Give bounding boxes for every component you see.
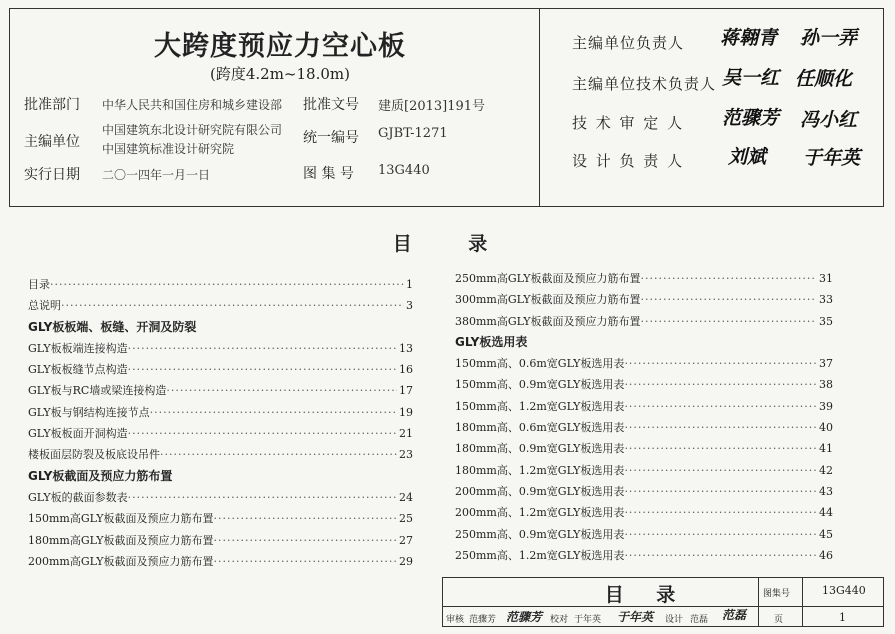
toc-entry[interactable] bbox=[455, 438, 833, 459]
toc-entry-page: 44 bbox=[819, 506, 833, 520]
toc-entry-title: 150mm高、0.6m宽GLY板选用表 bbox=[455, 357, 625, 371]
toc-entry[interactable] bbox=[28, 423, 413, 444]
signature: 吴一红 bbox=[722, 67, 780, 89]
approve-doc-label: 批准文号 bbox=[303, 97, 359, 113]
toc-title: 目 录 bbox=[392, 233, 488, 255]
toc-entry[interactable] bbox=[455, 481, 833, 502]
toc-entry-page: 43 bbox=[819, 484, 833, 498]
toc-entry-page: 45 bbox=[819, 527, 833, 541]
check-label: 校对 bbox=[550, 615, 569, 625]
signature: 范骤芳 bbox=[506, 610, 543, 624]
signature: 孙一弄 bbox=[800, 27, 858, 49]
toc-entry-page: 39 bbox=[819, 399, 833, 413]
toc-entry[interactable] bbox=[455, 311, 833, 332]
toc-entry-title: 380mm高GLY板截面及预应力筋布置 bbox=[455, 314, 641, 328]
toc-entry-page: 41 bbox=[819, 442, 833, 456]
resp-label-design: 设 计 负 责 人 bbox=[572, 152, 685, 170]
toc-entry[interactable] bbox=[28, 380, 413, 401]
toc-entry-page: 19 bbox=[399, 405, 413, 419]
toc-leader bbox=[214, 530, 397, 551]
toc-entry-page: 40 bbox=[819, 421, 833, 435]
toc-entry-title: 180mm高、1.2m宽GLY板选用表 bbox=[455, 463, 625, 477]
toc-leader bbox=[61, 295, 404, 316]
toc-entry[interactable] bbox=[455, 417, 833, 438]
toc-leader bbox=[214, 551, 397, 572]
serial-label: 统一编号 bbox=[303, 130, 359, 146]
title-block-atlas-value: 13G440 bbox=[822, 584, 866, 597]
toc-entry[interactable] bbox=[28, 444, 413, 465]
toc-entry-page: 29 bbox=[399, 554, 413, 568]
toc-entry[interactable] bbox=[455, 460, 833, 481]
toc-leader bbox=[624, 353, 817, 374]
title-block-rule bbox=[802, 577, 803, 627]
title-block-atlas-label: 图集号 bbox=[763, 589, 791, 599]
toc-entry-page: 16 bbox=[399, 363, 413, 377]
signature: 刘斌 bbox=[728, 146, 767, 168]
date-value: 二〇一四年一月一日 bbox=[102, 168, 211, 182]
toc-section-heading bbox=[28, 466, 413, 487]
toc-entry[interactable] bbox=[455, 289, 833, 310]
toc-entry-title: GLY板板面开洞构造 bbox=[28, 427, 128, 441]
toc-entry-title: GLY板板缝节点构造 bbox=[28, 363, 128, 377]
toc-entry-title: 150mm高、1.2m宽GLY板选用表 bbox=[455, 399, 625, 413]
signature: 任顺化 bbox=[795, 68, 853, 90]
toc-entry[interactable] bbox=[455, 396, 833, 417]
toc-entry-page: 21 bbox=[399, 427, 413, 441]
toc-entry-page: 25 bbox=[399, 512, 413, 526]
title-block-page-label: 页 bbox=[774, 615, 784, 625]
toc-section-title: GLY板截面及预应力筋布置 bbox=[28, 468, 173, 483]
toc-entry[interactable] bbox=[455, 502, 833, 523]
toc-entry[interactable] bbox=[455, 545, 833, 566]
toc-entry-page: 13 bbox=[399, 341, 413, 355]
toc-leader bbox=[641, 311, 817, 332]
toc-leader bbox=[150, 402, 397, 423]
toc-entry-title: GLY板的截面参数表 bbox=[28, 490, 128, 504]
resp-label-review: 技 术 审 定 人 bbox=[572, 114, 685, 132]
toc-leader bbox=[624, 502, 817, 523]
toc-entry-title: 150mm高GLY板截面及预应力筋布置 bbox=[28, 512, 214, 526]
toc-column-left bbox=[28, 274, 413, 572]
toc-leader bbox=[166, 380, 397, 401]
toc-leader bbox=[624, 396, 817, 417]
toc-section-heading bbox=[455, 332, 833, 353]
signature: 于年英 bbox=[617, 610, 654, 624]
approve-dept-value: 中华人民共和国住房和城乡建设部 bbox=[102, 98, 283, 112]
toc-leader bbox=[214, 508, 397, 529]
toc-leader bbox=[128, 338, 397, 359]
toc-column-right bbox=[455, 268, 833, 566]
date-label: 实行日期 bbox=[24, 167, 80, 183]
editor-unit-line1: 中国建筑东北设计研究院有限公司 bbox=[102, 123, 283, 137]
toc-entry-title: 250mm高、0.9m宽GLY板选用表 bbox=[455, 527, 625, 541]
toc-section-heading bbox=[28, 317, 413, 338]
toc-section-title: GLY板板端、板缝、开洞及防裂 bbox=[28, 319, 197, 334]
toc-leader bbox=[624, 438, 817, 459]
serial-value: GJBT-1271 bbox=[378, 126, 448, 141]
toc-entry-page: 1 bbox=[406, 278, 413, 291]
toc-entry[interactable] bbox=[455, 374, 833, 395]
toc-entry-title: 180mm高、0.9m宽GLY板选用表 bbox=[455, 442, 625, 456]
toc-entry[interactable] bbox=[455, 268, 833, 289]
review-name: 范骤芳 bbox=[469, 615, 497, 625]
signature: 冯小红 bbox=[800, 109, 858, 131]
toc-leader bbox=[641, 268, 817, 289]
toc-entry-page: 35 bbox=[819, 314, 833, 328]
toc-entry-title: 200mm高GLY板截面及预应力筋布置 bbox=[28, 554, 214, 568]
toc-entry-page: 23 bbox=[399, 448, 413, 462]
signature: 范骤芳 bbox=[722, 107, 780, 129]
toc-entry-page: 33 bbox=[819, 293, 833, 307]
toc-entry[interactable] bbox=[28, 530, 413, 551]
toc-entry[interactable] bbox=[455, 524, 833, 545]
atlas-title: 大跨度预应力空心板 bbox=[154, 31, 406, 62]
editor-unit-line2: 中国建筑标准设计研究院 bbox=[102, 142, 235, 156]
atlas-no-label: 图 集 号 bbox=[303, 166, 354, 182]
toc-entry-title: 180mm高GLY板截面及预应力筋布置 bbox=[28, 533, 214, 547]
signature: 于年英 bbox=[803, 147, 861, 169]
toc-section-title: GLY板选用表 bbox=[455, 334, 528, 349]
toc-leader bbox=[128, 487, 397, 508]
toc-leader bbox=[624, 460, 817, 481]
editor-unit-label: 主编单位 bbox=[24, 134, 80, 150]
toc-leader bbox=[624, 481, 817, 502]
toc-entry-title: 200mm高、0.9m宽GLY板选用表 bbox=[455, 484, 625, 498]
toc-entry-title: GLY板板端连接构造 bbox=[28, 341, 128, 355]
toc-entry-title: 150mm高、0.9m宽GLY板选用表 bbox=[455, 378, 625, 392]
toc-entry-page: 3 bbox=[406, 299, 413, 313]
title-block-rule bbox=[758, 577, 759, 627]
toc-entry[interactable] bbox=[28, 402, 413, 423]
toc-entry[interactable] bbox=[28, 338, 413, 359]
toc-leader bbox=[624, 524, 817, 545]
toc-leader bbox=[128, 359, 397, 380]
toc-entry-title: GLY板与钢结构连接节点 bbox=[28, 405, 150, 419]
title-block-page-value: 1 bbox=[839, 611, 846, 624]
signature: 范磊 bbox=[722, 608, 747, 622]
title-block-title: 目 录 bbox=[604, 584, 676, 606]
toc-entry-page: 46 bbox=[819, 548, 833, 562]
toc-entry-title: GLY板与RC墙或梁连接构造 bbox=[28, 384, 167, 398]
toc-leader bbox=[641, 289, 817, 310]
toc-leader bbox=[160, 444, 397, 465]
toc-entry-title: 目录 bbox=[28, 278, 50, 291]
toc-entry-title: 250mm高GLY板截面及预应力筋布置 bbox=[455, 272, 641, 285]
toc-entry-page: 42 bbox=[819, 463, 833, 477]
approve-dept-label: 批准部门 bbox=[24, 97, 80, 113]
toc-leader bbox=[624, 417, 817, 438]
check-name: 于年英 bbox=[574, 615, 602, 625]
toc-entry[interactable] bbox=[28, 274, 413, 295]
toc-entry[interactable] bbox=[28, 551, 413, 572]
toc-leader bbox=[624, 545, 817, 566]
toc-entry-page: 17 bbox=[399, 384, 413, 398]
resp-label-chief-unit: 主编单位负责人 bbox=[572, 34, 685, 52]
toc-entry[interactable] bbox=[28, 487, 413, 508]
approve-doc-value: 建质[2013]191号 bbox=[378, 99, 486, 114]
toc-entry[interactable] bbox=[28, 359, 413, 380]
toc-entry-title: 250mm高、1.2m宽GLY板选用表 bbox=[455, 548, 625, 562]
toc-entry-title: 总说明 bbox=[28, 299, 61, 313]
toc-entry[interactable] bbox=[455, 353, 833, 374]
atlas-subtitle: (跨度4.2m~18.0m) bbox=[210, 65, 350, 83]
toc-leader bbox=[50, 274, 404, 295]
toc-entry-title: 180mm高、0.6m宽GLY板选用表 bbox=[455, 421, 625, 435]
toc-entry-page: 31 bbox=[819, 272, 833, 285]
toc-entry-page: 24 bbox=[399, 490, 413, 504]
review-label: 审核 bbox=[446, 615, 465, 625]
toc-entry-title: 楼板面层防裂及板底设吊件 bbox=[28, 448, 160, 462]
toc-leader bbox=[624, 374, 817, 395]
design-name: 范磊 bbox=[690, 615, 709, 625]
cover-divider bbox=[539, 8, 540, 207]
toc-entry-page: 27 bbox=[399, 533, 413, 547]
toc-entry[interactable] bbox=[28, 508, 413, 529]
atlas-no-value: 13G440 bbox=[378, 163, 430, 178]
toc-entry-page: 37 bbox=[819, 357, 833, 371]
toc-entry-title: 200mm高、1.2m宽GLY板选用表 bbox=[455, 506, 625, 520]
toc-entry[interactable] bbox=[28, 295, 413, 316]
design-label: 设计 bbox=[665, 615, 684, 625]
toc-entry-title: 300mm高GLY板截面及预应力筋布置 bbox=[455, 293, 641, 307]
toc-entry-page: 38 bbox=[819, 378, 833, 392]
toc-leader bbox=[128, 423, 397, 444]
resp-label-tech: 主编单位技术负责人 bbox=[572, 75, 717, 93]
signature: 蒋翱青 bbox=[720, 27, 778, 49]
